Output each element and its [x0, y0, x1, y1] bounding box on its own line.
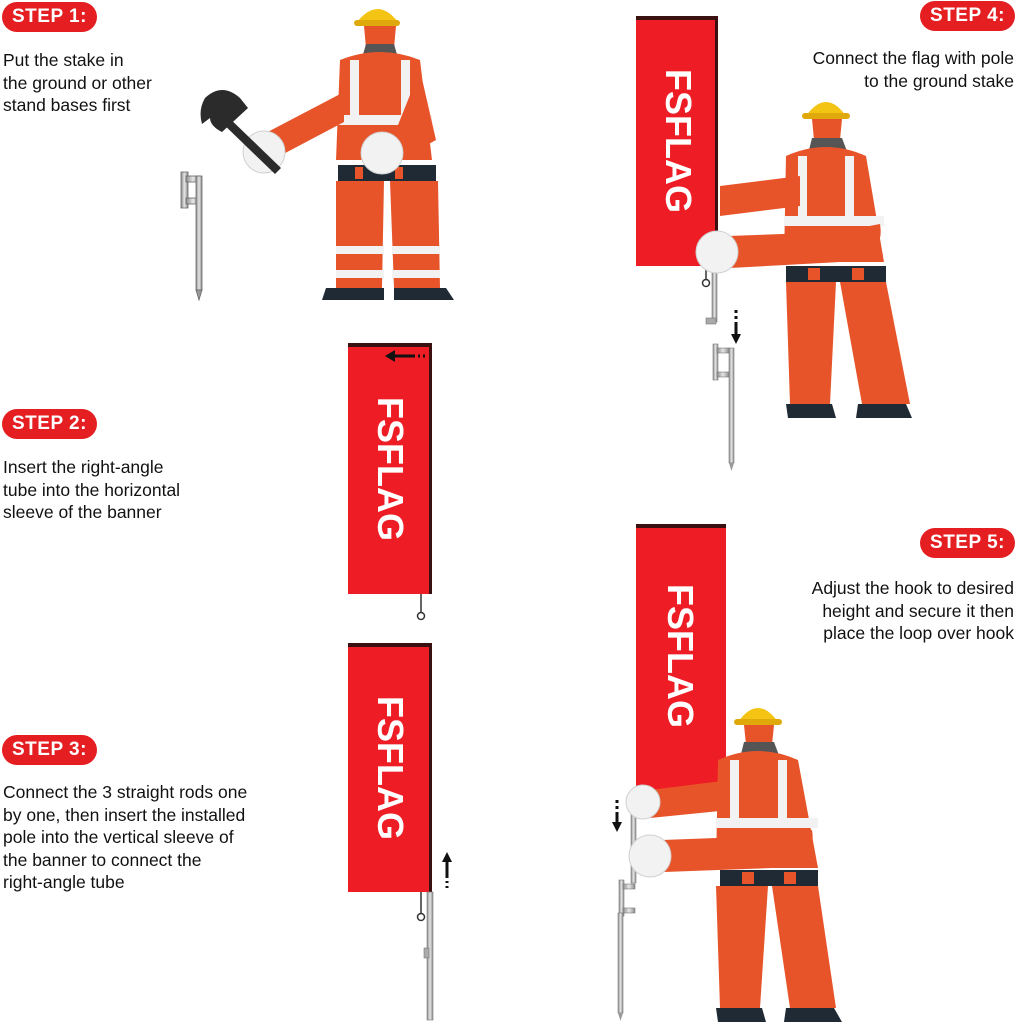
ground-stake-icon [181, 172, 202, 300]
step2-scene [348, 343, 432, 620]
flag-text: FSFLAG [658, 69, 699, 213]
step-1-line-2: the ground or other [3, 72, 152, 93]
step-5-line-3: place the loop over hook [823, 623, 1014, 643]
step-5-instructions [812, 577, 1014, 645]
worker-illustration [243, 9, 454, 300]
arrow-down-icon [731, 310, 741, 344]
flag-banner [348, 343, 432, 594]
step1-scene [181, 9, 454, 300]
flag-banner [636, 524, 726, 793]
step3-scene [348, 643, 452, 1020]
step-2-instructions [3, 456, 180, 524]
step-2-line-3: sleeve of the banner [3, 502, 162, 522]
step-2-badge: STEP 2: [2, 409, 97, 439]
arrow-down-icon [612, 800, 622, 832]
step-4-badge: STEP 4: [920, 1, 1015, 31]
step5-scene [612, 524, 842, 1022]
step-1-badge: STEP 1: [2, 2, 97, 32]
step-3-badge: STEP 3: [2, 735, 97, 765]
step-2-line-2: tube into the horizontal [3, 479, 181, 500]
step-3-line-2: by one, then insert the installed [3, 804, 246, 825]
step-2-line-1: Insert the right-angle [3, 457, 164, 477]
step-3-instructions [3, 781, 247, 894]
step-1-line-3: stand bases first [3, 95, 131, 115]
step-3-line-3: pole into the vertical sleeve of [3, 827, 234, 847]
flag-text: FSFLAG [370, 696, 411, 840]
step-5-line-1: Adjust the hook to desired [811, 578, 1014, 598]
step-5-badge: STEP 5: [920, 528, 1015, 558]
step-1-instructions [3, 49, 152, 117]
step-1-line-1: Put the stake in [3, 50, 124, 70]
step-5-line-2: height and secure it then [822, 600, 1014, 621]
worker-illustration [696, 102, 912, 418]
flag-text: FSFLAG [370, 397, 411, 541]
flag-text: FSFLAG [660, 584, 701, 728]
step-3-line-1: Connect the 3 straight rods one [3, 782, 248, 802]
step-4-line-1: Connect the flag with pole [812, 48, 1014, 68]
step-4-instructions [813, 47, 1014, 92]
step-3-line-4: the banner to connect the [3, 849, 202, 870]
step-4-line-2: to the ground stake [864, 70, 1014, 91]
flag-banner [348, 643, 432, 892]
flag-banner [636, 16, 718, 266]
step-3-line-5: right-angle tube [3, 872, 125, 892]
arrow-up-icon [442, 852, 452, 888]
